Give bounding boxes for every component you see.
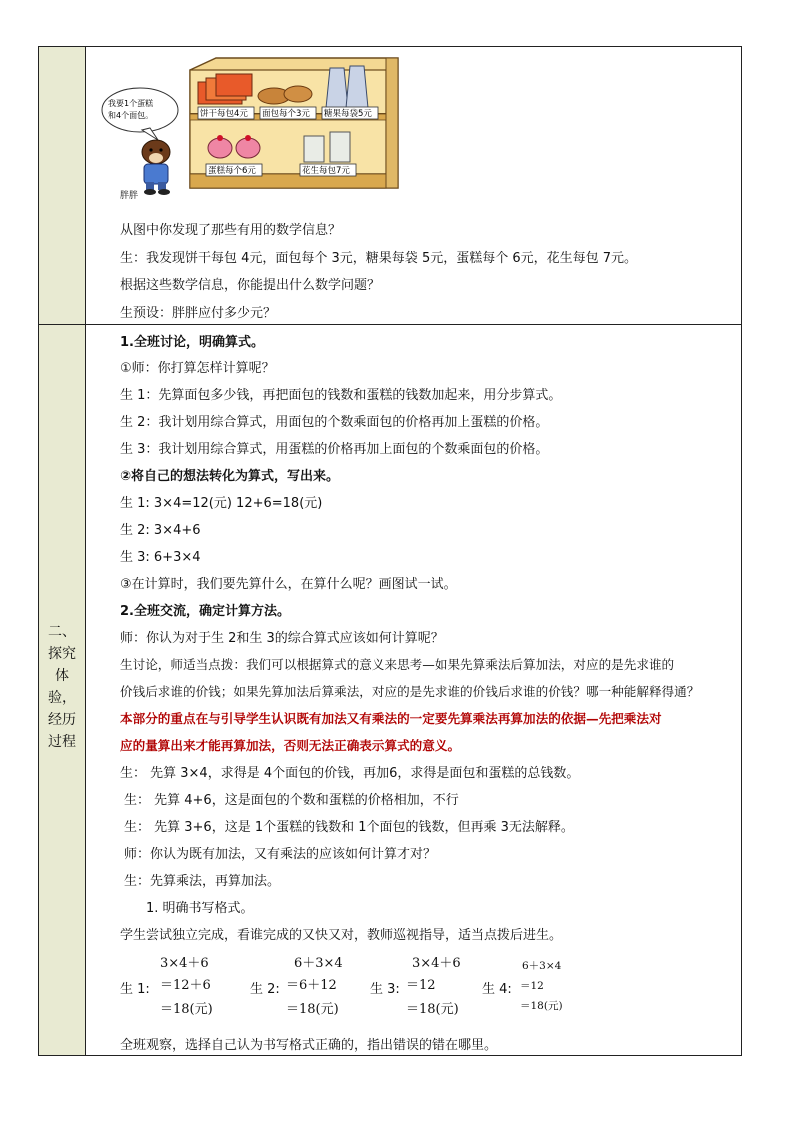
s2-line: 生 2：我计划用综合算式，用面包的个数乘面包的价格再加上蛋糕的价格。 [120,415,549,430]
section1-q2: 根据这些数学信息，你能提出什么数学问题？ [120,278,381,293]
label-biscuit: 饼干每包4元 [200,109,248,119]
label-peanut: 花生每包7元 [302,166,350,176]
speech-line-2: 和4个面包。 [108,111,154,120]
s2-line: 学生尝试独立完成，看谁完成的又快又对，教师巡视指导，适当点拨后进生。 [120,928,563,943]
s2-heading-3: 1. 明确书写格式。 [146,901,254,916]
s2-line: 生 3: 6+3×4 [120,550,201,565]
section1-a2: 生预设：胖胖应付多少元？ [120,306,277,321]
s2-line: 师：你认为对于生 2和生 3的综合算式应该如何计算呢？ [120,631,444,646]
calc-label: 生 4: [482,982,512,997]
s2-line: 师：你认为既有加法，又有乘法的应该如何计算才对？ [124,847,437,862]
s2-line: 生 1：先算面包多少钱，再把面包的钱数和蛋糕的钱数加起来，用分步算式。 [120,388,562,403]
s2-line: 生 3：我计划用综合算式，用蛋糕的价格再加上面包的个数乘面包的价格。 [120,442,549,457]
s2-note-red: 本部分的重点在与引导学生认识既有加法又有乘法的一定要先算乘法再算加法的依据—先把乘法对 [120,711,662,726]
label-bread: 面包每个3元 [262,109,310,119]
calc-label: 生 2: [250,982,280,997]
s2-line-bold: ②将自己的想法转化为算式，写出来。 [120,469,340,484]
speech-line-1: 我要1个蛋糕 [108,99,154,108]
s2-line: 生 1: 3×4=12(元) 12+6=18(元) [120,496,323,511]
s2-note-red: 应的量算出来才能再算加法，否则无法正确表示算式的意义。 [120,738,461,753]
shop-illustration [98,52,408,202]
s2-heading-1: 1.全班讨论，明确算式。 [120,335,264,350]
label-candy: 糖果每袋5元 [324,109,372,119]
s2-line: 生讨论，师适当点拨：我们可以根据算式的意义来思考—如果先算乘法后算加法，对应的是先求谁的 [120,657,675,672]
section1-q1: 从图中你发现了那些有用的数学信息？ [120,223,342,238]
section1-a1: 生：我发现饼干每包 4元，面包每个 3元，糖果每袋 5元，蛋糕每个 6元，花生每包 7元。 [120,251,638,266]
s2-line: 价钱后求谁的价钱；如果先算加法后算乘法，对应的是先求谁的价钱后求谁的价钱？哪一种能解释得通？ [120,684,700,699]
s2-line: 生：先算乘法，再算加法。 [124,874,281,889]
row-separator [39,324,741,325]
s2-line: 生 2: 3×4+6 [120,523,201,538]
s2-line: 生： 先算 4+6，这是面包的个数和蛋糕的价格相加，不行 [124,793,459,808]
s2-line-final: 全班观察，选择自己认为书写格式正确的，指出错误的错在哪里。 [120,1038,498,1053]
label-cake: 蛋糕每个6元 [208,166,256,176]
stage-label: 二、 探究 体 验， 经历 过程 [48,624,76,750]
calc-label: 生 3: [370,982,400,997]
s2-heading-2: 2.全班交流，确定计算方法。 [120,604,290,619]
s2-line: 生： 先算 3+6，这是 1个蛋糕的钱数和 1个面包的钱数，但再乘 3无法解释。 [124,820,574,835]
s2-line: 生： 先算 3×4，求得是 4个面包的价钱，再加6，求得是面包和蛋糕的总钱数。 [120,766,580,781]
calc-label: 生 1: [120,982,150,997]
s2-line: ③在计算时，我们要先算什么，在算什么呢？画图试一试。 [120,577,457,592]
character-name: 胖胖 [120,191,139,201]
character-pangpang [142,140,170,195]
s2-line: ①师：你打算怎样计算呢？ [120,361,275,376]
